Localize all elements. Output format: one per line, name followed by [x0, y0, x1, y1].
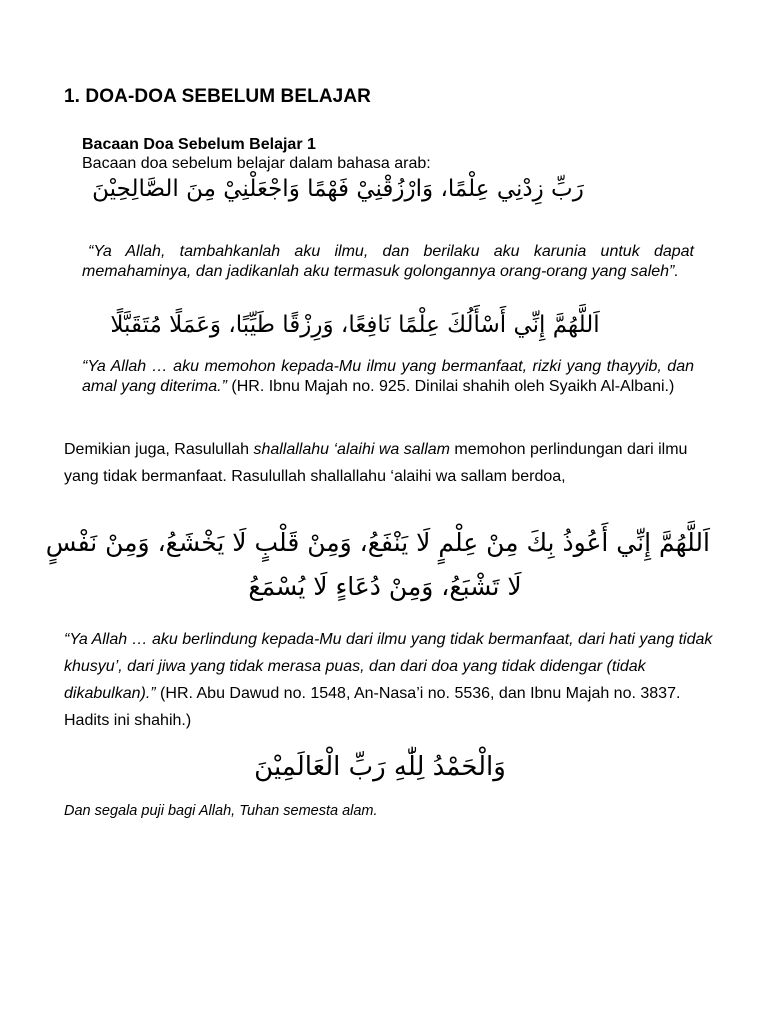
- section-description: Bacaan doa sebelum belajar dalam bahasa arab:: [82, 155, 431, 172]
- arabic-prayer-3-line-1: اَللَّهُمَّ إِنِّي أَعُوذُ بِكَ مِنْ عِلْمٍ لَا يَنْفَعُ، وَمِنْ قَلْبٍ لَا يَخْشَعُ، وَمِنْ نَفْسٍ: [45, 528, 710, 557]
- closing-translation: Dan segala puji bagi Allah, Tuhan semesta alam.: [64, 803, 378, 819]
- arabic-prayer-1: رَبِّ زِدْنِي عِلْمًا، وَارْزُقْنِيْ فَهْمًا وَاجْعَلْنِيْ مِنَ الصَّالِحِيْنَ: [92, 176, 584, 202]
- translation-3-text: “Ya Allah … aku berlindung kepada-Mu dari ilmu yang tidak bermanfaat, dari hati yang tidak khusyu’, dari jiwa yang tidak merasa puas, dan dari doa yang tidak didengar (tidak dikabulkan).”: [64, 631, 713, 702]
- translation-2: [82, 357, 694, 397]
- arabic-closing: وَالْحَمْدُ لِلّٰهِ رَبِّ الْعَالَمِيْنَ: [254, 752, 506, 782]
- translation-3: [64, 626, 714, 734]
- translation-2-source: (HR. Ibnu Majah no. 925. Dinilai shahih oleh Syaikh Al-Albani.): [226, 378, 675, 395]
- translation-2-text: “Ya Allah … aku memohon kepada-Mu ilmu yang bermanfaat, rizki yang thayyib, dan amal yang diterima.”: [82, 358, 694, 395]
- translation-1: [82, 242, 694, 282]
- translation-3-source: (HR. Abu Dawud no. 1548, An-Nasa’i no. 5536, dan Ibnu Majah no. 3837. Hadits ini shahih.): [64, 685, 681, 729]
- paragraph-part-1: Demikian juga, Rasulullah: [64, 441, 254, 458]
- paragraph-italic: shallallahu ‘alaihi wa sallam: [253, 441, 450, 458]
- arabic-prayer-2: اَللَّهُمَّ إِنِّي أَسْأَلُكَ عِلْمًا نَافِعًا، وَرِزْقًا طَيِّبًا، وَعَمَلًا مُتَقَبَّلًا: [110, 312, 600, 338]
- body-paragraph: [64, 436, 704, 490]
- translation-1-text: “Ya Allah, tambahkanlah aku ilmu, dan berilaku aku karunia untuk dapat memahaminya, dan jadikanlah aku termasuk golongannya orang-orang yang saleh”.: [82, 243, 694, 280]
- arabic-prayer-3-line-2: لَا تَشْبَعُ، وَمِنْ دُعَاءٍ لَا يُسْمَعُ: [248, 572, 522, 601]
- page-title: 1. DOA-DOA SEBELUM BELAJAR: [64, 86, 371, 107]
- paragraph-part-2: memohon perlindungan dari ilmu yang tidak bermanfaat. Rasulullah shallallahu ‘alaihi wa sallam berdoa,: [64, 441, 688, 485]
- section-title: Bacaan Doa Sebelum Belajar 1: [82, 136, 316, 153]
